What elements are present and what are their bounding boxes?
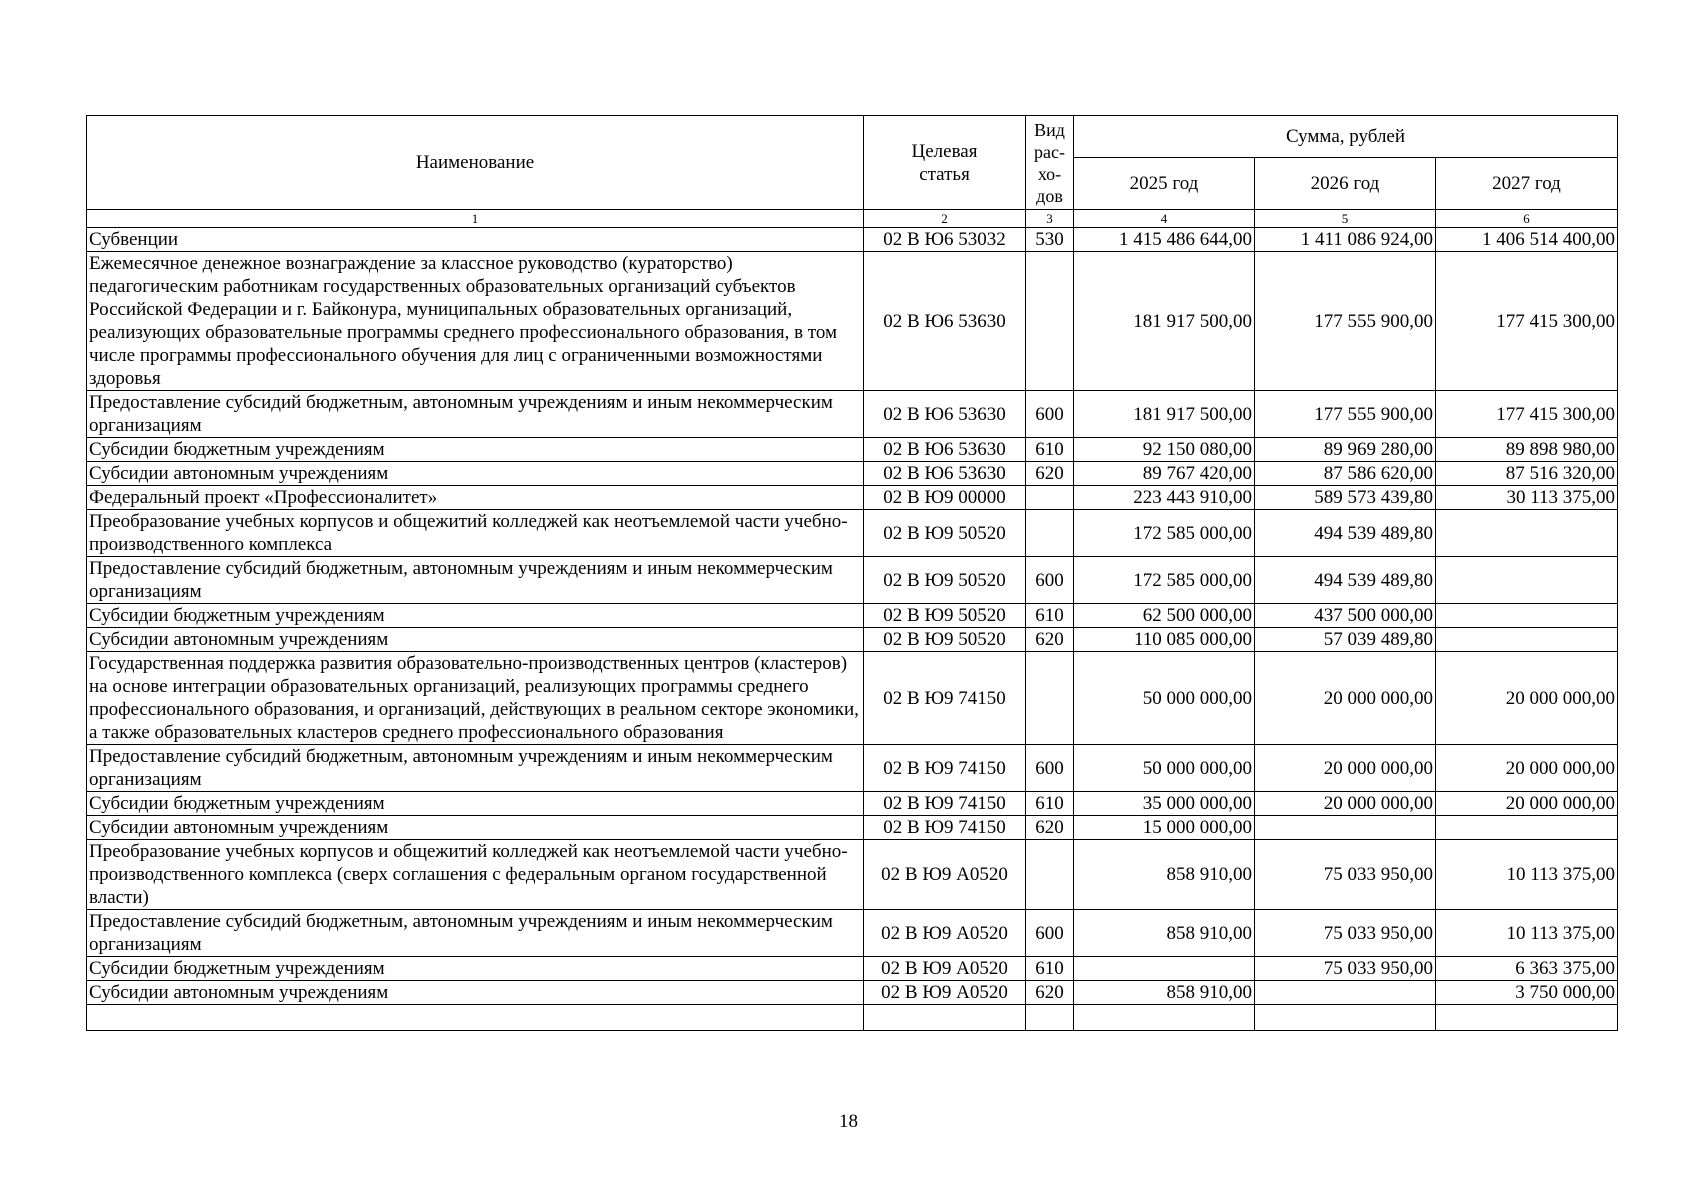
row-amount-2025: 1 415 486 644,00 (1074, 228, 1255, 252)
row-amount-2026: 437 500 000,00 (1255, 604, 1436, 628)
row-amount-2025: 110 085 000,00 (1074, 628, 1255, 652)
row-amount-2027: 10 113 375,00 (1436, 840, 1618, 910)
row-target-code: 02 В Ю9 А0520 (864, 840, 1026, 910)
row-name: Преобразование учебных корпусов и общежитий колледжей как неотъемлемой части учебно-производственного комплекса (87, 510, 864, 557)
row-amount-2025: 858 910,00 (1074, 840, 1255, 910)
empty-cell (1026, 1005, 1074, 1031)
row-expense-kind: 620 (1026, 462, 1074, 486)
row-expense-kind: 600 (1026, 910, 1074, 957)
row-amount-2027: 89 898 980,00 (1436, 438, 1618, 462)
row-amount-2026: 494 539 489,80 (1255, 510, 1436, 557)
page-number: 18 (839, 1111, 858, 1132)
row-amount-2026: 75 033 950,00 (1255, 840, 1436, 910)
table-row (87, 840, 1618, 910)
row-target-code: 02 В Ю6 53630 (864, 391, 1026, 438)
row-amount-2025: 89 767 420,00 (1074, 462, 1255, 486)
row-expense-kind: 610 (1026, 438, 1074, 462)
row-name: Предоставление субсидий бюджетным, автономным учреждениям и иным некоммерческим организациям (87, 745, 864, 792)
column-number: 5 (1255, 210, 1436, 228)
row-amount-2026: 494 539 489,80 (1255, 557, 1436, 604)
row-target-code: 02 В Ю9 А0520 (864, 910, 1026, 957)
row-amount-2025: 92 150 080,00 (1074, 438, 1255, 462)
header-name: Наименование (87, 116, 864, 210)
row-amount-2027: 87 516 320,00 (1436, 462, 1618, 486)
row-name: Субсидии бюджетным учреждениям (87, 957, 864, 981)
table-row (87, 252, 1618, 391)
row-target-code: 02 В Ю9 74150 (864, 816, 1026, 840)
row-target-code: 02 В Ю9 74150 (864, 745, 1026, 792)
header-code-text: Целевая статья (911, 140, 978, 185)
row-amount-2025: 858 910,00 (1074, 910, 1255, 957)
row-name: Субсидии бюджетным учреждениям (87, 792, 864, 816)
table-body (87, 228, 1618, 1031)
header-sum: Сумма, рублей (1074, 116, 1618, 158)
row-expense-kind (1026, 652, 1074, 745)
row-amount-2025: 223 443 910,00 (1074, 486, 1255, 510)
table-row (87, 628, 1618, 652)
row-amount-2025: 172 585 000,00 (1074, 510, 1255, 557)
row-amount-2026: 20 000 000,00 (1255, 745, 1436, 792)
row-expense-kind: 600 (1026, 391, 1074, 438)
row-expense-kind: 600 (1026, 745, 1074, 792)
empty-cell (864, 1005, 1026, 1031)
row-name: Субвенции (87, 228, 864, 252)
row-name: Предоставление субсидий бюджетным, автономным учреждениям и иным некоммерческим организациям (87, 557, 864, 604)
row-amount-2027: 20 000 000,00 (1436, 652, 1618, 745)
row-target-code: 02 В Ю9 74150 (864, 652, 1026, 745)
row-amount-2027: 1 406 514 400,00 (1436, 228, 1618, 252)
row-expense-kind: 610 (1026, 604, 1074, 628)
row-amount-2025: 50 000 000,00 (1074, 745, 1255, 792)
row-amount-2027: 30 113 375,00 (1436, 486, 1618, 510)
row-amount-2027 (1436, 628, 1618, 652)
table-row (87, 816, 1618, 840)
header-year-2025: 2025 год (1074, 158, 1255, 210)
row-amount-2026: 57 039 489,80 (1255, 628, 1436, 652)
empty-cell (87, 1005, 864, 1031)
row-target-code: 02 В Ю9 50520 (864, 604, 1026, 628)
row-amount-2027 (1436, 604, 1618, 628)
row-amount-2025: 858 910,00 (1074, 981, 1255, 1005)
row-amount-2025: 50 000 000,00 (1074, 652, 1255, 745)
table-row (87, 391, 1618, 438)
empty-cell (1436, 1005, 1618, 1031)
row-target-code: 02 В Ю9 00000 (864, 486, 1026, 510)
row-amount-2027 (1436, 816, 1618, 840)
row-amount-2025: 181 917 500,00 (1074, 252, 1255, 391)
table-row (87, 486, 1618, 510)
row-name: Субсидии автономным учреждениям (87, 462, 864, 486)
row-expense-kind (1026, 486, 1074, 510)
row-amount-2027: 177 415 300,00 (1436, 391, 1618, 438)
header-year-2027: 2027 год (1436, 158, 1618, 210)
row-target-code: 02 В Ю9 50520 (864, 628, 1026, 652)
row-name: Федеральный проект «Профессионалитет» (87, 486, 864, 510)
row-amount-2027: 20 000 000,00 (1436, 792, 1618, 816)
row-amount-2026: 75 033 950,00 (1255, 957, 1436, 981)
row-amount-2026: 1 411 086 924,00 (1255, 228, 1436, 252)
row-name: Предоставление субсидий бюджетным, автономным учреждениям и иным некоммерческим организациям (87, 910, 864, 957)
table-row (87, 957, 1618, 981)
table-header (87, 116, 1618, 228)
row-expense-kind: 600 (1026, 557, 1074, 604)
row-name: Субсидии автономным учреждениям (87, 628, 864, 652)
row-expense-kind: 620 (1026, 981, 1074, 1005)
empty-table-row (87, 1005, 1618, 1031)
table-row (87, 910, 1618, 957)
row-amount-2027: 3 750 000,00 (1436, 981, 1618, 1005)
row-target-code: 02 В Ю6 53630 (864, 252, 1026, 391)
row-amount-2027 (1436, 557, 1618, 604)
row-amount-2025: 181 917 500,00 (1074, 391, 1255, 438)
column-number: 6 (1436, 210, 1618, 228)
row-amount-2025: 35 000 000,00 (1074, 792, 1255, 816)
row-amount-2026: 87 586 620,00 (1255, 462, 1436, 486)
empty-cell (1255, 1005, 1436, 1031)
table-row (87, 981, 1618, 1005)
table-row (87, 604, 1618, 628)
table-row (87, 462, 1618, 486)
row-target-code: 02 В Ю9 50520 (864, 557, 1026, 604)
row-amount-2026: 177 555 900,00 (1255, 252, 1436, 391)
row-amount-2026: 20 000 000,00 (1255, 652, 1436, 745)
row-name: Субсидии бюджетным учреждениям (87, 438, 864, 462)
row-amount-2026: 177 555 900,00 (1255, 391, 1436, 438)
row-amount-2025 (1074, 957, 1255, 981)
row-expense-kind: 610 (1026, 792, 1074, 816)
row-expense-kind: 620 (1026, 816, 1074, 840)
row-expense-kind (1026, 840, 1074, 910)
row-expense-kind: 610 (1026, 957, 1074, 981)
row-expense-kind: 530 (1026, 228, 1074, 252)
row-amount-2026: 589 573 439,80 (1255, 486, 1436, 510)
column-number: 2 (864, 210, 1026, 228)
row-amount-2026: 20 000 000,00 (1255, 792, 1436, 816)
row-amount-2025: 172 585 000,00 (1074, 557, 1255, 604)
row-name: Государственная поддержка развития образовательно-производственных центров (кластеров) на основе интеграции образовательных организаций, реализующих программы среднего профессионального образования, и организаций, действующих в реальном секторе экономики, а также образовательных кластеров среднего профессионального образования (87, 652, 864, 745)
row-name: Субсидии автономным учреждениям (87, 816, 864, 840)
table-row (87, 557, 1618, 604)
row-amount-2026 (1255, 981, 1436, 1005)
row-target-code: 02 В Ю6 53630 (864, 462, 1026, 486)
column-number: 1 (87, 210, 864, 228)
row-amount-2025: 62 500 000,00 (1074, 604, 1255, 628)
row-amount-2026: 89 969 280,00 (1255, 438, 1436, 462)
row-amount-2027: 20 000 000,00 (1436, 745, 1618, 792)
row-target-code: 02 В Ю6 53032 (864, 228, 1026, 252)
row-amount-2027: 6 363 375,00 (1436, 957, 1618, 981)
table-row (87, 510, 1618, 557)
row-amount-2026: 75 033 950,00 (1255, 910, 1436, 957)
row-target-code: 02 В Ю6 53630 (864, 438, 1026, 462)
row-amount-2027 (1436, 510, 1618, 557)
column-number-row (87, 210, 1618, 228)
table-row (87, 652, 1618, 745)
row-target-code: 02 В Ю9 А0520 (864, 957, 1026, 981)
row-amount-2025: 15 000 000,00 (1074, 816, 1255, 840)
row-expense-kind (1026, 252, 1074, 391)
header-kind (1026, 116, 1074, 210)
table-row (87, 745, 1618, 792)
row-target-code: 02 В Ю9 А0520 (864, 981, 1026, 1005)
row-amount-2026 (1255, 816, 1436, 840)
row-amount-2027: 10 113 375,00 (1436, 910, 1618, 957)
row-name: Преобразование учебных корпусов и общежитий колледжей как неотъемлемой части учебно-производственного комплекса (сверх соглашения с федеральным органом государственной власти) (87, 840, 864, 910)
row-name: Субсидии бюджетным учреждениям (87, 604, 864, 628)
row-name: Субсидии автономным учреждениям (87, 981, 864, 1005)
header-code (864, 116, 1026, 210)
row-name: Предоставление субсидий бюджетным, автономным учреждениям и иным некоммерческим организациям (87, 391, 864, 438)
empty-cell (1074, 1005, 1255, 1031)
table-row (87, 228, 1618, 252)
row-name: Ежемесячное денежное вознаграждение за классное руководство (кураторство) педагогическим работникам государственных образовательных организаций субъектов Российской Федерации и г. Байконура, муниципальных образовательных организаций, реализующих образовательные программы среднего профессионального образования, в том числе программы профессионального обучения для лиц с ограниченными возможностями здоровья (87, 252, 864, 391)
row-expense-kind: 620 (1026, 628, 1074, 652)
budget-table (86, 115, 1618, 1031)
table-row (87, 438, 1618, 462)
column-number: 4 (1074, 210, 1255, 228)
row-target-code: 02 В Ю9 74150 (864, 792, 1026, 816)
row-expense-kind (1026, 510, 1074, 557)
column-number: 3 (1026, 210, 1074, 228)
row-target-code: 02 В Ю9 50520 (864, 510, 1026, 557)
header-year-2026: 2026 год (1255, 158, 1436, 210)
table-row (87, 792, 1618, 816)
header-kind-text: Вид рас-хо-дов (1034, 119, 1065, 206)
row-amount-2027: 177 415 300,00 (1436, 252, 1618, 391)
